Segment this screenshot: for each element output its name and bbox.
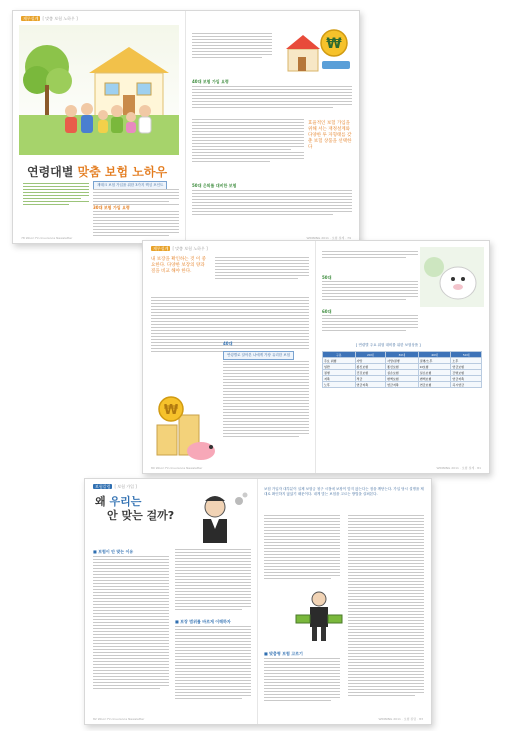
spread3-title-prefix: 왜 — [95, 495, 110, 508]
magazine-spread-3 — [84, 478, 432, 725]
table-cell: 사망/질병 — [386, 358, 419, 364]
spread2-sub-heading-2: 50대 — [322, 275, 332, 280]
table-cell: 실손보험 — [386, 370, 419, 376]
spread2-body-text-3 — [223, 361, 309, 439]
table-cell: 종신보험 — [386, 364, 419, 370]
spread2-body-text-5 — [322, 281, 418, 302]
spread1-box-heading: 재태크 보험 가입을 위한 3가지 핵심 포인트 — [93, 181, 167, 190]
spread1-sub-heading-2: 40대 보험 가입 요령 — [192, 79, 229, 84]
piggy-bank-illustration — [420, 247, 484, 307]
table-row — [323, 382, 482, 388]
spread2-header-text: [ 맞춤 보험 노하우 ] — [172, 246, 208, 251]
spread2-body-text-1 — [215, 257, 309, 281]
table-cell: 실손보험 — [418, 370, 451, 376]
table-header-cell: 구분 — [323, 352, 356, 358]
coin-house-illustration — [284, 25, 354, 75]
family-house-illustration — [19, 25, 179, 155]
spread2-header-tag: 재무설계 — [153, 246, 169, 251]
spread3-header-tag: 보험칼럼 — [95, 484, 111, 489]
spread1-title — [27, 163, 167, 180]
spread1-header-text: [ 맞춤 보험 노하우 ] — [42, 16, 78, 21]
svg-text:₩: ₩ — [163, 403, 179, 418]
insurance-table-body — [323, 358, 482, 388]
spread1-pull-quote: 효율적인 보험 가입을 위해 서는 재정설계와 다양한 투 자형태를 갖춘 보험 상품을 선택한다 — [308, 121, 352, 150]
table-cell: 질병/노후 — [418, 358, 451, 364]
table-cell: 즉시연금 — [451, 382, 482, 388]
table-cell: 건강보험 — [355, 370, 386, 376]
spread3-sub-heading-2: ■ 보장 범위를 바르게 이해하자 — [175, 619, 231, 624]
spread3-footer-left: 82 Woori Fin Insurance Newsletter — [93, 717, 145, 721]
table-cell: 질병 — [323, 370, 356, 376]
spread2-right-page — [316, 241, 489, 473]
table-cell: 주요 위험 — [323, 358, 356, 364]
spread3-left-page — [85, 479, 257, 724]
spread2-footer-right: WINNING 2011 · 보험 설계 · 81 — [436, 466, 481, 470]
spread3-sub-heading-3: ■ 맞춤형 보험 고르기 — [264, 651, 303, 656]
spread1-body-text-5 — [192, 190, 352, 217]
spread3-title-line-2: 안 맞는 걸까? — [107, 509, 175, 522]
spread1-right-page — [186, 11, 359, 243]
spread3-body-text-2 — [175, 549, 251, 612]
spread1-footer-left: 78 Woori Fin Insurance Newsletter — [21, 236, 73, 240]
insurance-table — [322, 351, 482, 388]
table-cell: 종신보험 — [355, 364, 386, 370]
table-header-cell: 30대 — [386, 352, 419, 358]
table-cell: 연금저축 — [355, 382, 386, 388]
spread1-sub-heading-3: 50대 은퇴를 대비한 보험 — [192, 183, 237, 188]
spread1-body-text-2 — [192, 33, 272, 60]
spread3-header — [93, 484, 137, 490]
spread2-sub-heading-1: 40대 — [223, 341, 233, 346]
table-cell: 노후 — [451, 358, 482, 364]
table-cell: 적금 — [355, 376, 386, 382]
table-cell: 변액보험 — [386, 376, 419, 382]
table-header-cell: 20대 — [355, 352, 386, 358]
spread1-title-prefix: 연령대별 — [27, 165, 78, 179]
magazine-spread-1 — [12, 10, 360, 244]
spread3-title-line-1 — [95, 495, 141, 508]
spread3-header-text: [ 보험 가입 ] — [114, 484, 137, 489]
svg-text:₩: ₩ — [326, 36, 342, 52]
spread2-left-page — [143, 241, 315, 473]
spread1-header — [21, 16, 78, 22]
table-cell: 사망 — [355, 358, 386, 364]
spread1-left-page — [13, 11, 185, 243]
table-cell: 노후 — [323, 382, 356, 388]
spread1-title-highlight: 맞춤 보험 노하우 — [77, 165, 168, 179]
spread3-footer-right: WINNING 2011 · 보험 칼럼 · 83 — [378, 717, 423, 721]
spread1-header-tag: 재무설계 — [23, 16, 39, 21]
spread2-header — [151, 246, 208, 252]
spread3-right-page — [258, 479, 431, 724]
table-header-cell: 50대 — [451, 352, 482, 358]
spread2-box-heading: 연령별로 알아본 나에게 가장 유리한 보험 — [223, 351, 294, 360]
spread3-body-text-5 — [264, 658, 340, 703]
table-cell: 저축 — [323, 376, 356, 382]
spread2-footer-left: 80 Woori Fin Insurance Newsletter — [151, 466, 203, 470]
spread1-lead-text — [23, 183, 89, 207]
table-cell: 연금보험 — [418, 382, 451, 388]
spread1-body-text-1 — [93, 211, 179, 238]
spread1-body-text-3 — [192, 86, 352, 110]
spread2-body-text-6 — [322, 315, 418, 333]
table-cell: 연금보험 — [451, 364, 482, 370]
spread1-sub-heading-1: 30대 보험 가입 요령 — [93, 205, 130, 210]
spread2-pull-quote: 내 보장을 확인하는 것 이 중요한다. 다양한 보장의 양과 질을 비교 해야 한다. — [151, 257, 206, 274]
table-cell: 일반 — [323, 364, 356, 370]
table-cell: 연금저축 — [386, 382, 419, 388]
table-cell: 연금저축 — [451, 376, 482, 382]
thinking-man-illustration — [177, 489, 253, 549]
spread3-sub-heading-1: ■ 보험이 안 맞는 이유 — [93, 549, 134, 554]
table-cell: 간병보험 — [451, 370, 482, 376]
table-cell: CI보험 — [418, 364, 451, 370]
spread3-body-text-3 — [175, 626, 251, 701]
spread2-sub-heading-3: 60대 — [322, 309, 332, 314]
coins-piggy-illustration — [149, 385, 219, 465]
spread1-body-text-4 — [192, 119, 304, 164]
spread3-body-text-1 — [93, 556, 169, 691]
spread3-body-text-4 — [264, 515, 340, 581]
spread3-intro-box: 보험 가입자 대부분이 실제 보험금 청구 시점에 보장이 맞지 않는다는 점을 깨닫는다. 가입 당시 설명을 제대로 확인하지 않았기 때문이다. 내게 맞는 보험을 고르는 방법을 살펴본다. — [264, 487, 424, 496]
spread3-title-highlight: 우리는 — [109, 495, 142, 508]
table-header-cell: 40대 — [418, 352, 451, 358]
money-figure-illustration — [294, 589, 344, 645]
spread2-table-title: [ 연령별 주요 위험 대비를 위한 보험상품 ] — [356, 343, 421, 347]
spread2-body-text-4 — [322, 251, 418, 260]
table-cell: 변액보험 — [418, 376, 451, 382]
spread1-footer-right: WINNING 2011 · 보험 설계 · 79 — [306, 236, 351, 240]
spread3-body-text-6 — [348, 515, 424, 698]
magazine-spread-2 — [142, 240, 490, 474]
